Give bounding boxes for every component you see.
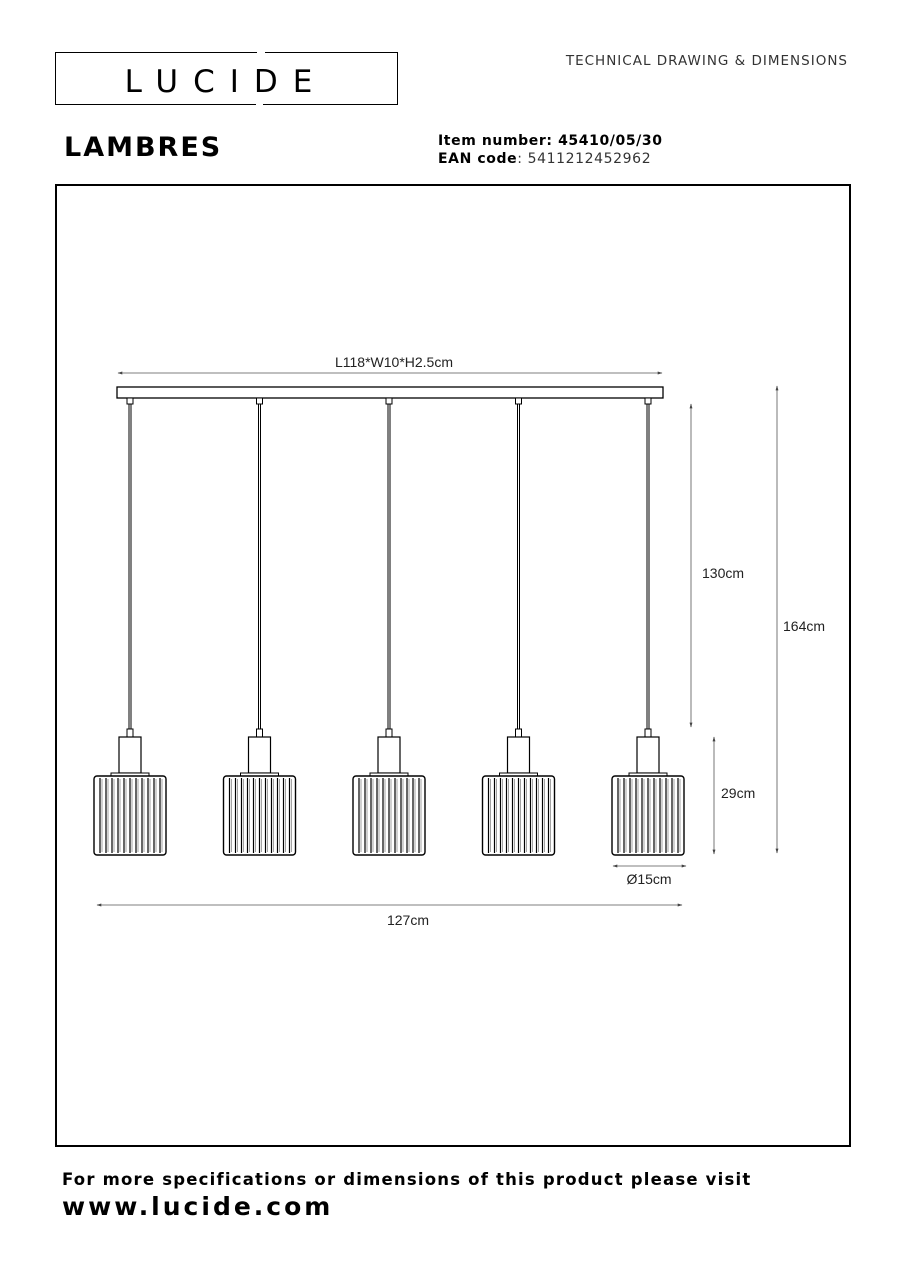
- lamp-socket: [637, 737, 659, 773]
- cable-connector: [386, 729, 392, 737]
- lamp-socket: [119, 737, 141, 773]
- ceiling-canopy: [117, 387, 663, 398]
- cable-anchor: [516, 398, 522, 404]
- cable-anchor: [127, 398, 133, 404]
- cable-connector: [516, 729, 522, 737]
- total-height-dimension-label: 164cm: [783, 618, 826, 634]
- pendant-lamp: [94, 398, 166, 855]
- cable-connector: [257, 729, 263, 737]
- shade-height-dimension-label: 29cm: [721, 785, 756, 801]
- item-number-label: Item number:: [438, 133, 559, 149]
- item-number-value: 45410/05/30: [558, 133, 663, 149]
- cable-connector: [645, 729, 651, 737]
- cable-anchor: [257, 398, 263, 404]
- total-length-dimension-label: 127cm: [386, 912, 430, 928]
- product-name: LAMBRES: [64, 132, 223, 163]
- lamp-socket: [249, 737, 271, 773]
- lamp-socket: [508, 737, 530, 773]
- lamp-socket: [378, 737, 400, 773]
- cable-dimension-label: 130cm: [702, 565, 745, 581]
- pendant-lamp: [612, 398, 684, 855]
- document-type: TECHNICAL DRAWING & DIMENSIONS: [565, 53, 848, 69]
- cable-anchor: [645, 398, 651, 404]
- pendants-group: [94, 398, 684, 855]
- ean-label: EAN code: [438, 151, 518, 167]
- pendant-lamp: [224, 398, 296, 855]
- pendant-lamp: [483, 398, 555, 855]
- cable-connector: [127, 729, 133, 737]
- footer-website-link[interactable]: www.lucide.com: [62, 1192, 334, 1221]
- pendant-lamp: [353, 398, 425, 855]
- ean-value: : 5411212452962: [517, 151, 652, 167]
- canopy-dimension-label: L118*W10*H2.5cm: [334, 354, 454, 370]
- footer-info: For more specifications or dimensions of this product please visit: [62, 1170, 752, 1189]
- logo-wordmark: LUCIDE: [124, 64, 328, 100]
- cable-anchor: [386, 398, 392, 404]
- shade-diameter-dimension-label: Ø15cm: [626, 871, 672, 887]
